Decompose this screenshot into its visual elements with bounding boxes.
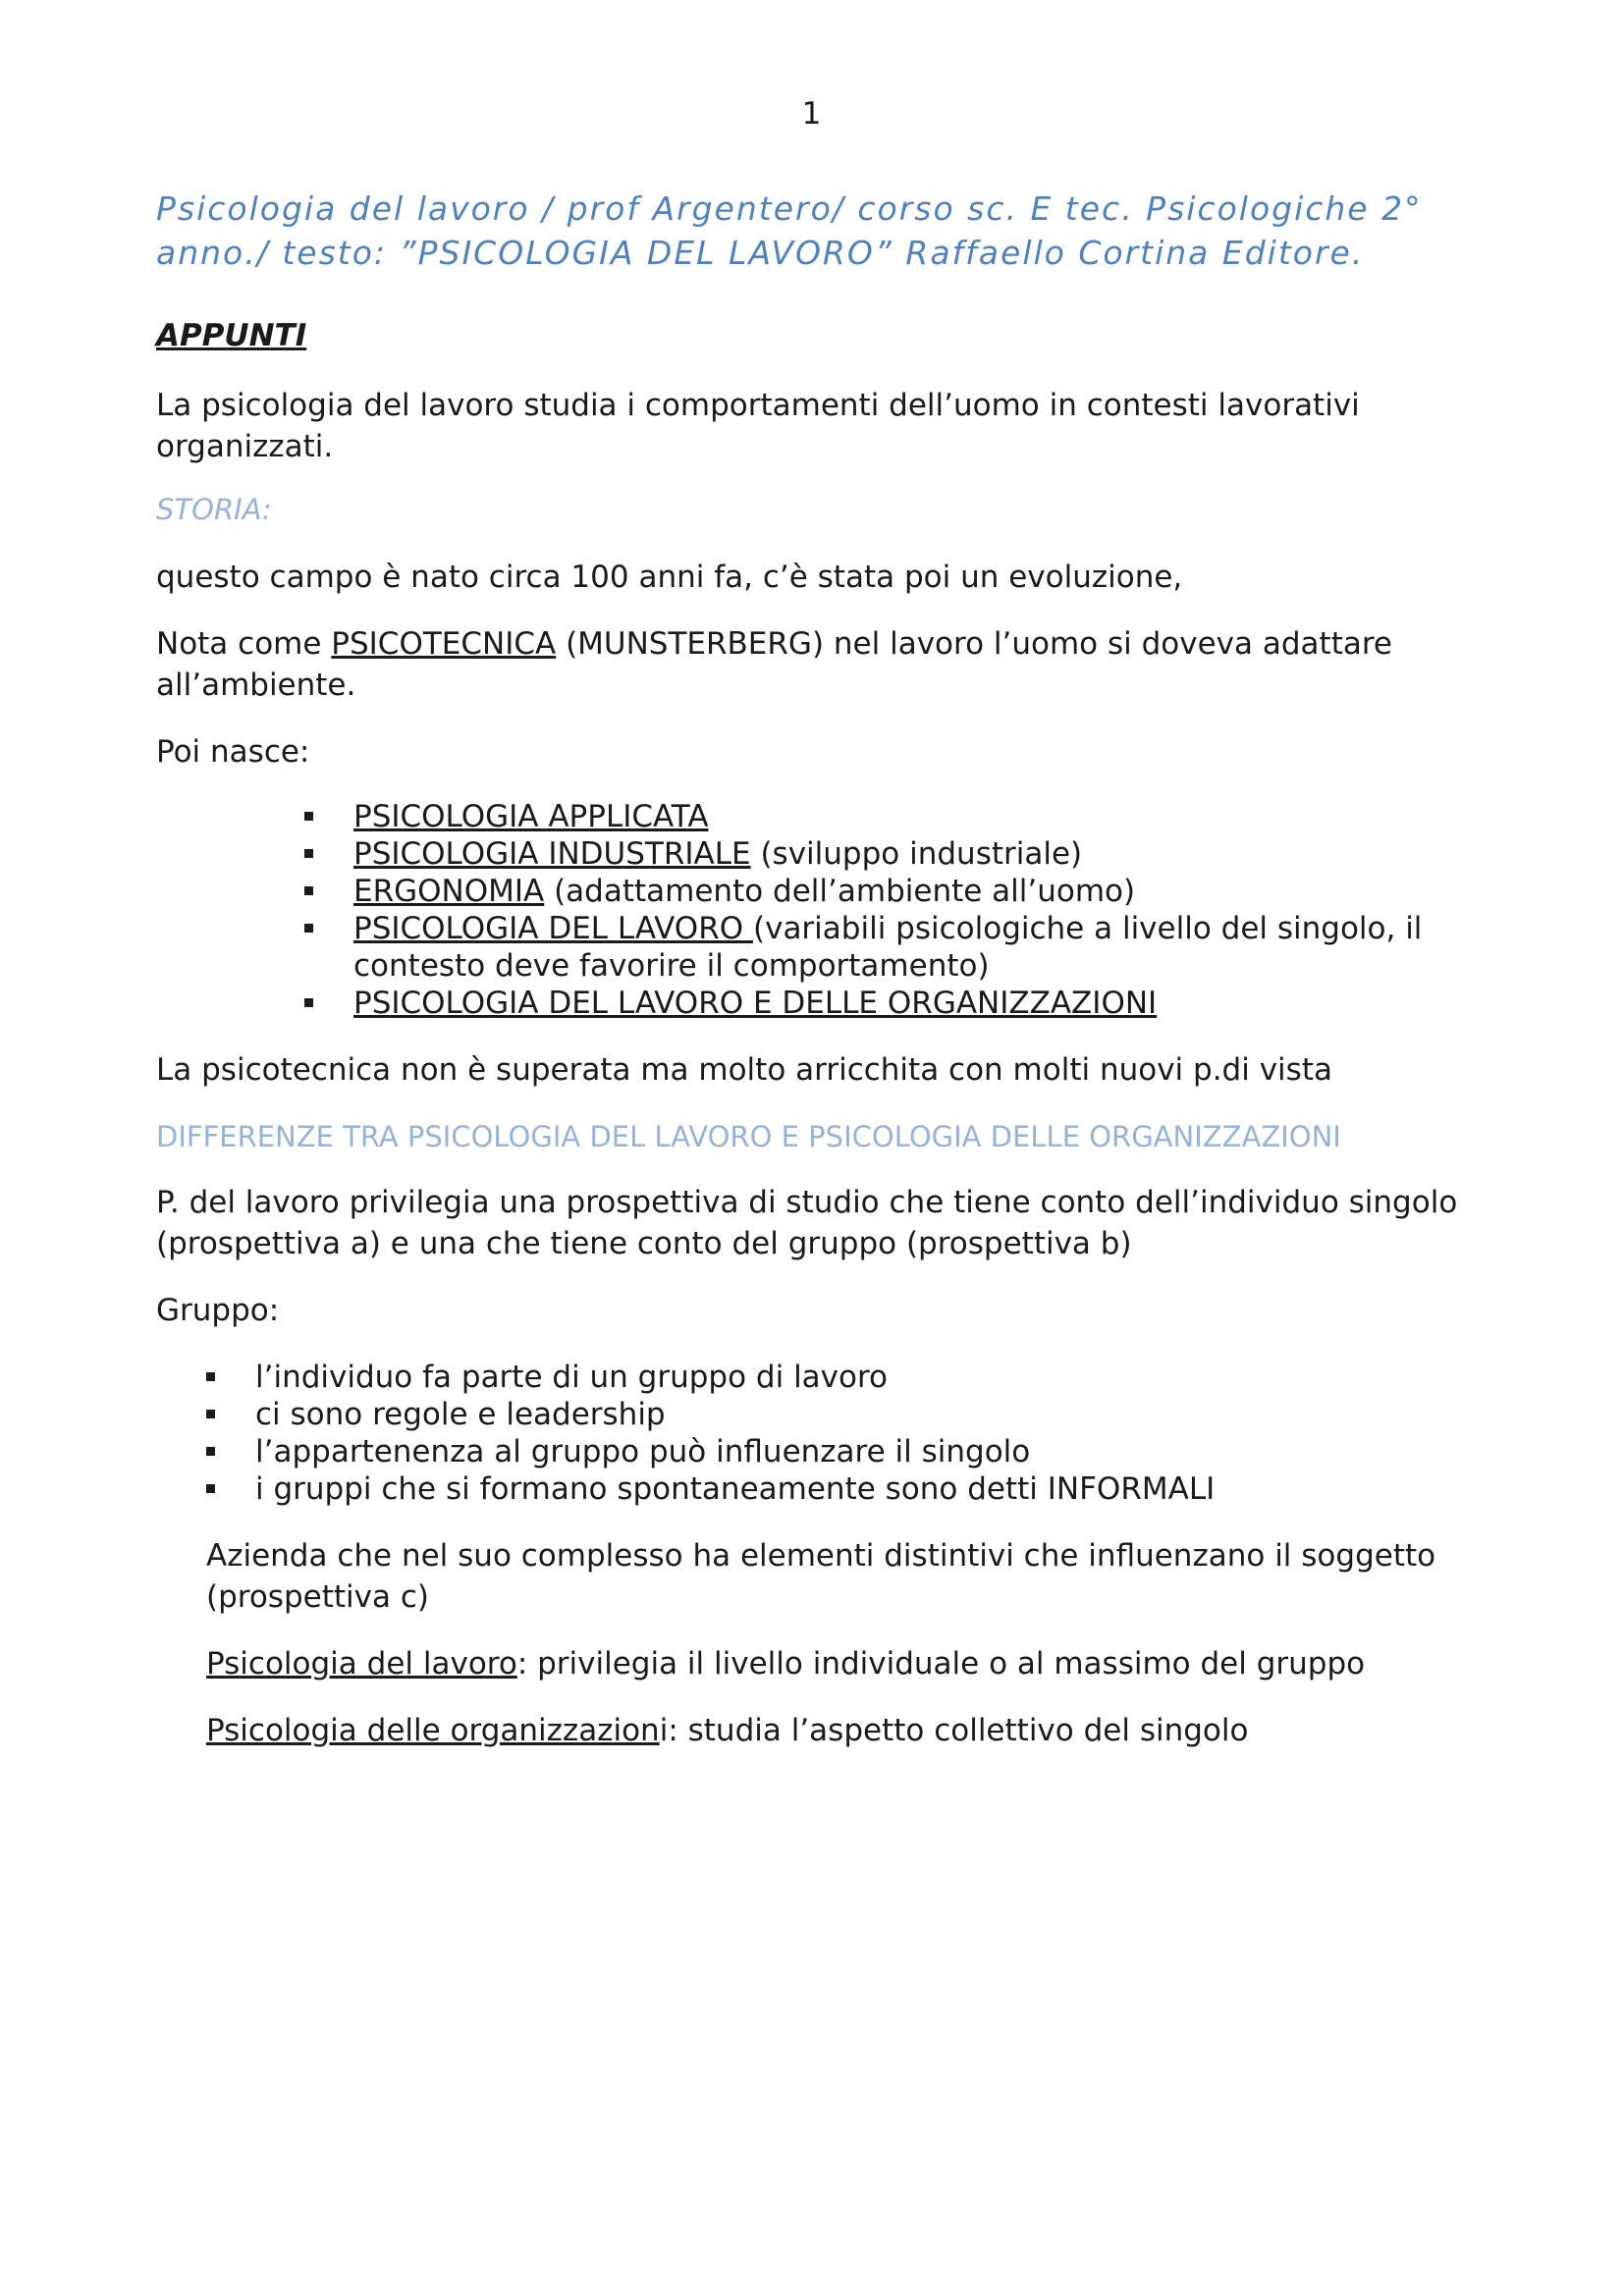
- differenze-heading: DIFFERENZE TRA PSICOLOGIA DEL LAVORO E PSICOLOGIA DELLE ORGANIZZAZIONI: [156, 1120, 1341, 1153]
- psicologia-organizzazioni-paragraph: Psicologia delle organizzazioni: studia l’aspetto collettivo del singolo: [206, 1713, 1249, 1748]
- azienda-paragraph: Azienda che nel suo complesso ha elementi distintivi che influenzano il soggetto (prospettiva c): [206, 1538, 1436, 1615]
- bullet-icon: [206, 1410, 215, 1418]
- bullet-icon: [304, 924, 313, 933]
- bullet-icon: [304, 812, 313, 821]
- document-title: Psicologia del lavoro / prof Argentero/ corso sc. E tec. Psicologiche 2° anno./ testo: ”PSICOLOGIA DEL LAVORO” Raffaello Cortina Editore.: [156, 189, 1423, 272]
- list-item: ERGONOMIA (adattamento dell’ambiente all’uomo): [304, 873, 1472, 910]
- gruppo-list: [156, 1359, 1472, 1508]
- bullet-icon: [206, 1372, 215, 1381]
- gruppo-heading: Gruppo:: [156, 1293, 280, 1328]
- list-item: ci sono regole e leadership: [206, 1396, 1472, 1433]
- poi-nasce: Poi nasce:: [156, 734, 310, 770]
- bullet-icon: [304, 849, 313, 858]
- nota-paragraph: [156, 623, 1472, 706]
- nota-after: (MUNSTERBERG) nel lavoro l’uomo si doveva adattare all’ambiente.: [156, 626, 1392, 703]
- bullet-icon: [304, 998, 313, 1007]
- psicologia-lavoro-paragraph: Psicologia del lavoro: privilegia il livello individuale o al massimo del gruppo: [206, 1646, 1366, 1682]
- storia-heading: STORIA:: [156, 493, 272, 526]
- nota-before: Nota come: [156, 626, 332, 662]
- bullet-icon: [206, 1447, 215, 1456]
- page-number: 1: [801, 96, 822, 132]
- psicotecnica-term: PSICOTECNICA: [331, 626, 557, 662]
- disciplines-list: [156, 798, 1472, 1022]
- list-item: l’individuo fa parte di un gruppo di lavoro: [206, 1359, 1472, 1396]
- list-item: i gruppi che si formano spontaneamente sono detti INFORMALI: [206, 1470, 1472, 1508]
- psicologia-organizzazioni-term: Psicologia delle organizzazion: [206, 1713, 660, 1748]
- list-item: PSICOLOGIA DEL LAVORO (variabili psicologiche a livello del singolo, il contesto deve favorire il comportamento): [304, 910, 1472, 985]
- document-body: [156, 187, 1472, 1751]
- list-item: PSICOLOGIA APPLICATA: [304, 798, 1472, 835]
- psicotecnica-paragraph: La psicotecnica non è superata ma molto arricchita con molti nuovi p.di vista: [156, 1052, 1332, 1088]
- list-item: l’appartenenza al gruppo può influenzare il singolo: [206, 1433, 1472, 1470]
- list-item: PSICOLOGIA DEL LAVORO E DELLE ORGANIZZAZIONI: [304, 985, 1472, 1022]
- list-item: PSICOLOGIA INDUSTRIALE (sviluppo industriale): [304, 835, 1472, 873]
- pdel-paragraph: P. del lavoro privilegia una prospettiva di studio che tiene conto dell’individuo singolo (prospettiva a) e una che tiene conto del gruppo (prospettiva b): [156, 1185, 1458, 1261]
- psicologia-lavoro-term: Psicologia del lavoro: [206, 1646, 517, 1682]
- appunti-heading: APPUNTI: [156, 318, 307, 353]
- bullet-icon: [304, 886, 313, 895]
- bullet-icon: [206, 1484, 215, 1493]
- storia-paragraph: questo campo è nato circa 100 anni fa, c’è stata poi un evoluzione,: [156, 560, 1183, 595]
- intro-paragraph: La psicologia del lavoro studia i comportamenti dell’uomo in contesti lavorativi organizzati.: [156, 388, 1360, 464]
